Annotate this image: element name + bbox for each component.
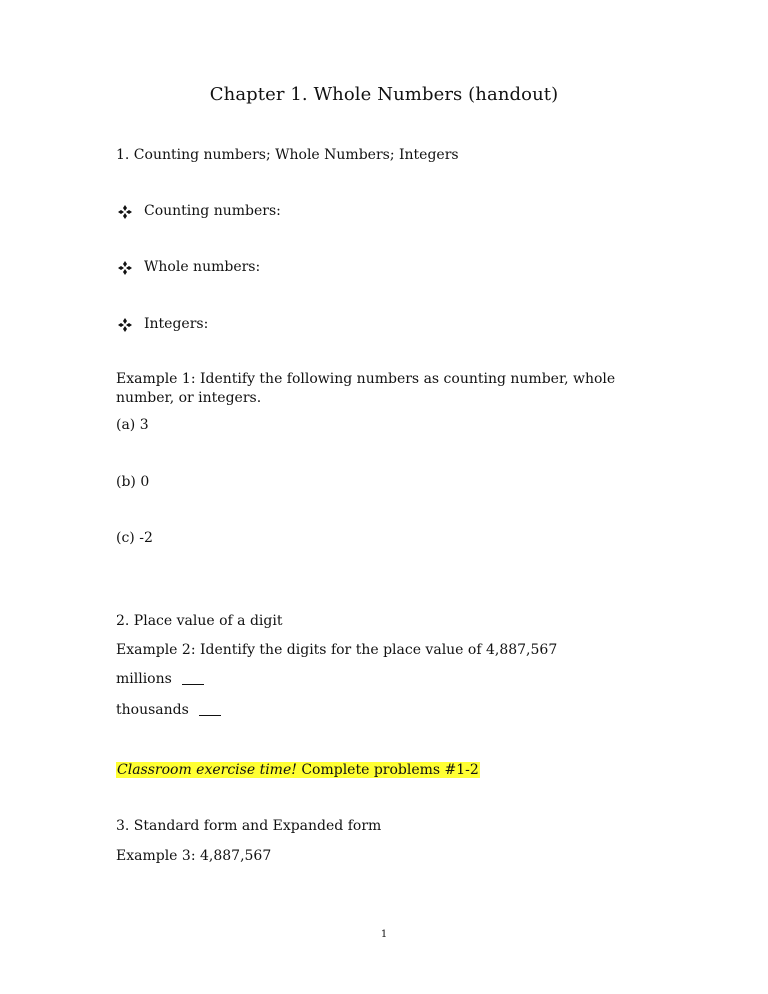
example-1-text: Example 1: Identify the following numbers as counting number, whole number, or integers. <box>116 371 616 406</box>
place-value-row-millions <box>116 670 204 689</box>
page-number: 1 <box>380 929 388 940</box>
diamond-bullet-icon <box>118 318 132 332</box>
answer-blank <box>199 715 221 716</box>
exercise-rest-text: Complete problems #1-2 <box>296 762 479 778</box>
answer-blank <box>182 684 204 685</box>
bullet-label: Whole numbers: <box>144 259 261 275</box>
bullet-counting-numbers <box>118 202 281 221</box>
page-title: Chapter 1. Whole Numbers (handout) <box>209 84 559 105</box>
bullet-label: Integers: <box>144 316 209 332</box>
example-2-text: Example 2: Identify the digits for the place value of 4,887,567 <box>116 642 558 658</box>
diamond-bullet-icon <box>118 261 132 275</box>
exercise-italic-text: Classroom exercise time! <box>117 762 297 778</box>
bullet-label: Counting numbers: <box>144 203 281 219</box>
section-3-heading: 3. Standard form and Expanded form <box>116 818 382 834</box>
example-1-item-b: (b) 0 <box>116 474 150 490</box>
section-1-heading: 1. Counting numbers; Whole Numbers; Integers <box>116 147 459 163</box>
bullet-whole-numbers <box>118 258 260 277</box>
place-value-label: millions <box>116 671 172 687</box>
classroom-exercise-note <box>116 761 480 780</box>
example-1-item-a: (a) 3 <box>116 417 149 433</box>
place-value-label: thousands <box>116 702 189 718</box>
section-2-heading: 2. Place value of a digit <box>116 613 283 629</box>
bullet-integers <box>118 315 208 334</box>
example-1-item-c: (c) -2 <box>116 530 153 546</box>
example-3-text: Example 3: 4,887,567 <box>116 848 272 864</box>
exercise-highlight <box>116 762 480 778</box>
place-value-row-thousands <box>116 701 221 720</box>
diamond-bullet-icon <box>118 205 132 219</box>
